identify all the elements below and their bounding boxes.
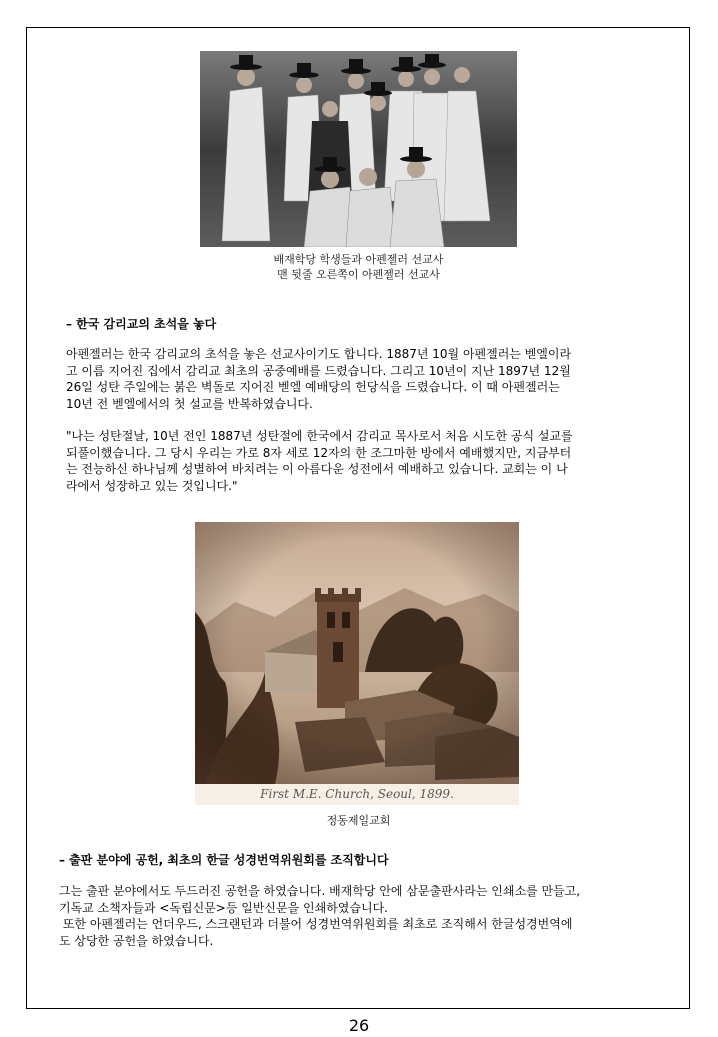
section1-paragraph1-line: 26일 성탄 주일에는 붉은 벽돌로 지어진 벧엘 예배당의 헌당식을 드렸습니다. 이 때 아펜젤러는 xyxy=(66,380,560,394)
photo1-caption-line1: 배재학당 학생들과 아펜젤러 선교사 xyxy=(273,253,444,266)
section1-quote-line: 는 전능하신 하나님께 성별하여 바치려는 이 아름다운 성전에서 예배하고 있습니다. 교회는 이 나 xyxy=(66,462,568,476)
photo1-caption xyxy=(200,252,517,282)
section1-quote-line: "나는 성탄절날, 10년 전인 1887년 성탄절에 한국에서 감리교 목사로서 처음 시도한 공식 설교를 xyxy=(66,429,573,443)
section2-paragraph-line: 도 상당한 공헌을 하였습니다. xyxy=(59,933,214,948)
group-photo-illustration xyxy=(200,51,517,247)
section2-heading: – 출판 분야에 공헌, 최초의 한글 성경번역위원회를 조직합니다 xyxy=(59,853,389,867)
section2-paragraph-line: 기독교 소책자들과 <독립신문>등 일반신문을 인쇄하였습니다. xyxy=(59,900,388,915)
section1-paragraph1-line: 아펜젤러는 한국 감리교의 초석을 놓은 선교사이기도 합니다. 1887년 10월 아펜젤러는 벧엘이라 xyxy=(66,347,572,361)
section2-paragraph-line: 또한 아펜젤러는 언더우드, 스크랜턴과 더불어 성경번역위원회를 최초로 조직해서 한글성경번역에 xyxy=(59,917,573,931)
first-methodist-church-photo xyxy=(195,522,519,805)
church-photo-inscription: First M.E. Church, Seoul, 1899. xyxy=(260,787,454,801)
section1-quote-line: 라에서 성장하고 있는 것입니다." xyxy=(66,478,238,493)
section1-paragraph1 xyxy=(66,346,648,412)
church-photo-illustration xyxy=(195,522,519,805)
section1-paragraph1-line: 10년 전 벧엘에서의 첫 설교를 반복하였습니다. xyxy=(66,396,313,411)
section1-quote-paragraph xyxy=(66,428,648,494)
section2-paragraph xyxy=(59,883,667,949)
students-missionary-group-photo xyxy=(200,51,517,247)
photo1-caption-line2: 맨 뒷줄 오른쪽이 아펜젤러 선교사 xyxy=(277,268,440,281)
section1-paragraph1-line: 고 이름 지어진 집에서 감리교 최초의 공중예배를 드렸습니다. 그리고 10년이 지난 1897년 12월 xyxy=(66,363,571,378)
section1-heading: – 한국 감리교의 초석을 놓다 xyxy=(66,317,217,331)
section1-quote-line: 되풀이했습니다. 그 당시 우리는 가로 8자 세로 12자의 한 조그마한 방에서 예배했지만, 지금부터 xyxy=(66,445,572,460)
section2-paragraph-line: 그는 출판 분야에서도 두드러진 공헌을 하였습니다. 배재학당 안에 삼문출판사라는 인쇄소를 만들고, xyxy=(59,884,581,898)
page-number: 26 xyxy=(348,1016,370,1035)
photo2-caption: 정동제일교회 xyxy=(326,814,391,827)
